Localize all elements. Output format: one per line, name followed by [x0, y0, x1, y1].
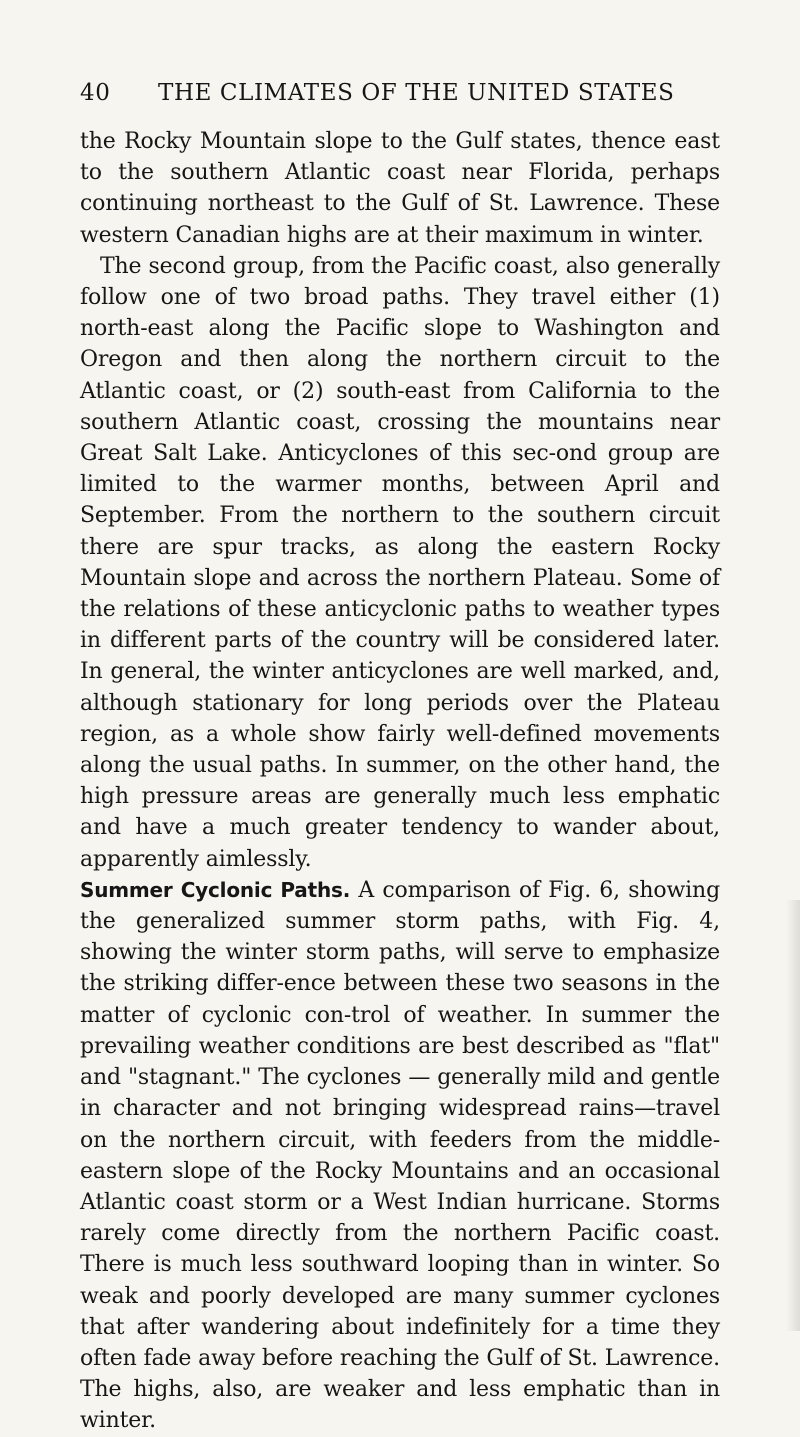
- paragraph-text: the Rocky Mountain slope to the Gulf states, thence east to the southern Atlantic coast near Florida, perhaps continuing northeast to the Gulf of St. Lawrence. These western Canadian highs are at their maximum in winter.: [80, 129, 720, 248]
- paragraph-summer-cyclonic-paths: [80, 875, 720, 1437]
- section-heading: Summer Cyclonic Paths.: [80, 877, 351, 902]
- page-number: 40: [80, 80, 111, 106]
- page-edge-shadow: [786, 900, 800, 1331]
- paragraph-second-group: [80, 251, 720, 875]
- running-head: [80, 78, 680, 108]
- running-title: THE CLIMATES OF THE UNITED STATES: [158, 80, 675, 106]
- paragraph-continuation: [80, 126, 720, 251]
- paragraph-text: The second group, from the Pacific coast, also generally follow one of two broad paths. They travel either (1) north-east along the Pacific slope to Washington and Oregon and then along the northern circuit to the Atlantic coast, or (2) south-east from California to the southern Atlantic coast, crossing the mountains near Great Salt Lake. Anticyclones of this sec-ond group are limited to the warmer months, between April and September. From the northern to the southern circuit there are spur tracks, as along the eastern Rocky Mountain slope and across the northern Plateau. Some of the relations of these anticyclonic paths to weather types in different parts of the country will be considered later. In general, the winter anticyclones are well marked, and, although stationary for long periods over the Plateau region, as a whole show fairly well-defined movements along the usual paths. In summer, on the other hand, the high pressure areas are generally much less emphatic and have a much greater tendency to wander about, apparently aimlessly.: [80, 253, 720, 872]
- paragraph-text: A comparison of Fig. 6, showing the generalized summer storm paths, with Fig. 4, showing the winter storm paths, will serve to emphasize the striking differ-ence between these two seasons in the matter of cyclonic con-trol of weather. In summer the prevailing weather conditions are best described as "flat" and "stagnant." The cyclones — generally mild and gentle in character and not bringing widespread rains—travel on the northern circuit, with feeders from the middle-eastern slope of the Rocky Mountains and an occasional Atlantic coast storm or a West Indian hurricane. Storms rarely come directly from the northern Pacific coast. There is much less southward looping than in winter. So weak and poorly developed are many summer cyclones that after wandering about indefinitely for a time they often fade away before reaching the Gulf of St. Lawrence. The highs, also, are weaker and less emphatic than in winter.: [80, 877, 721, 1434]
- body-text: [80, 126, 720, 1437]
